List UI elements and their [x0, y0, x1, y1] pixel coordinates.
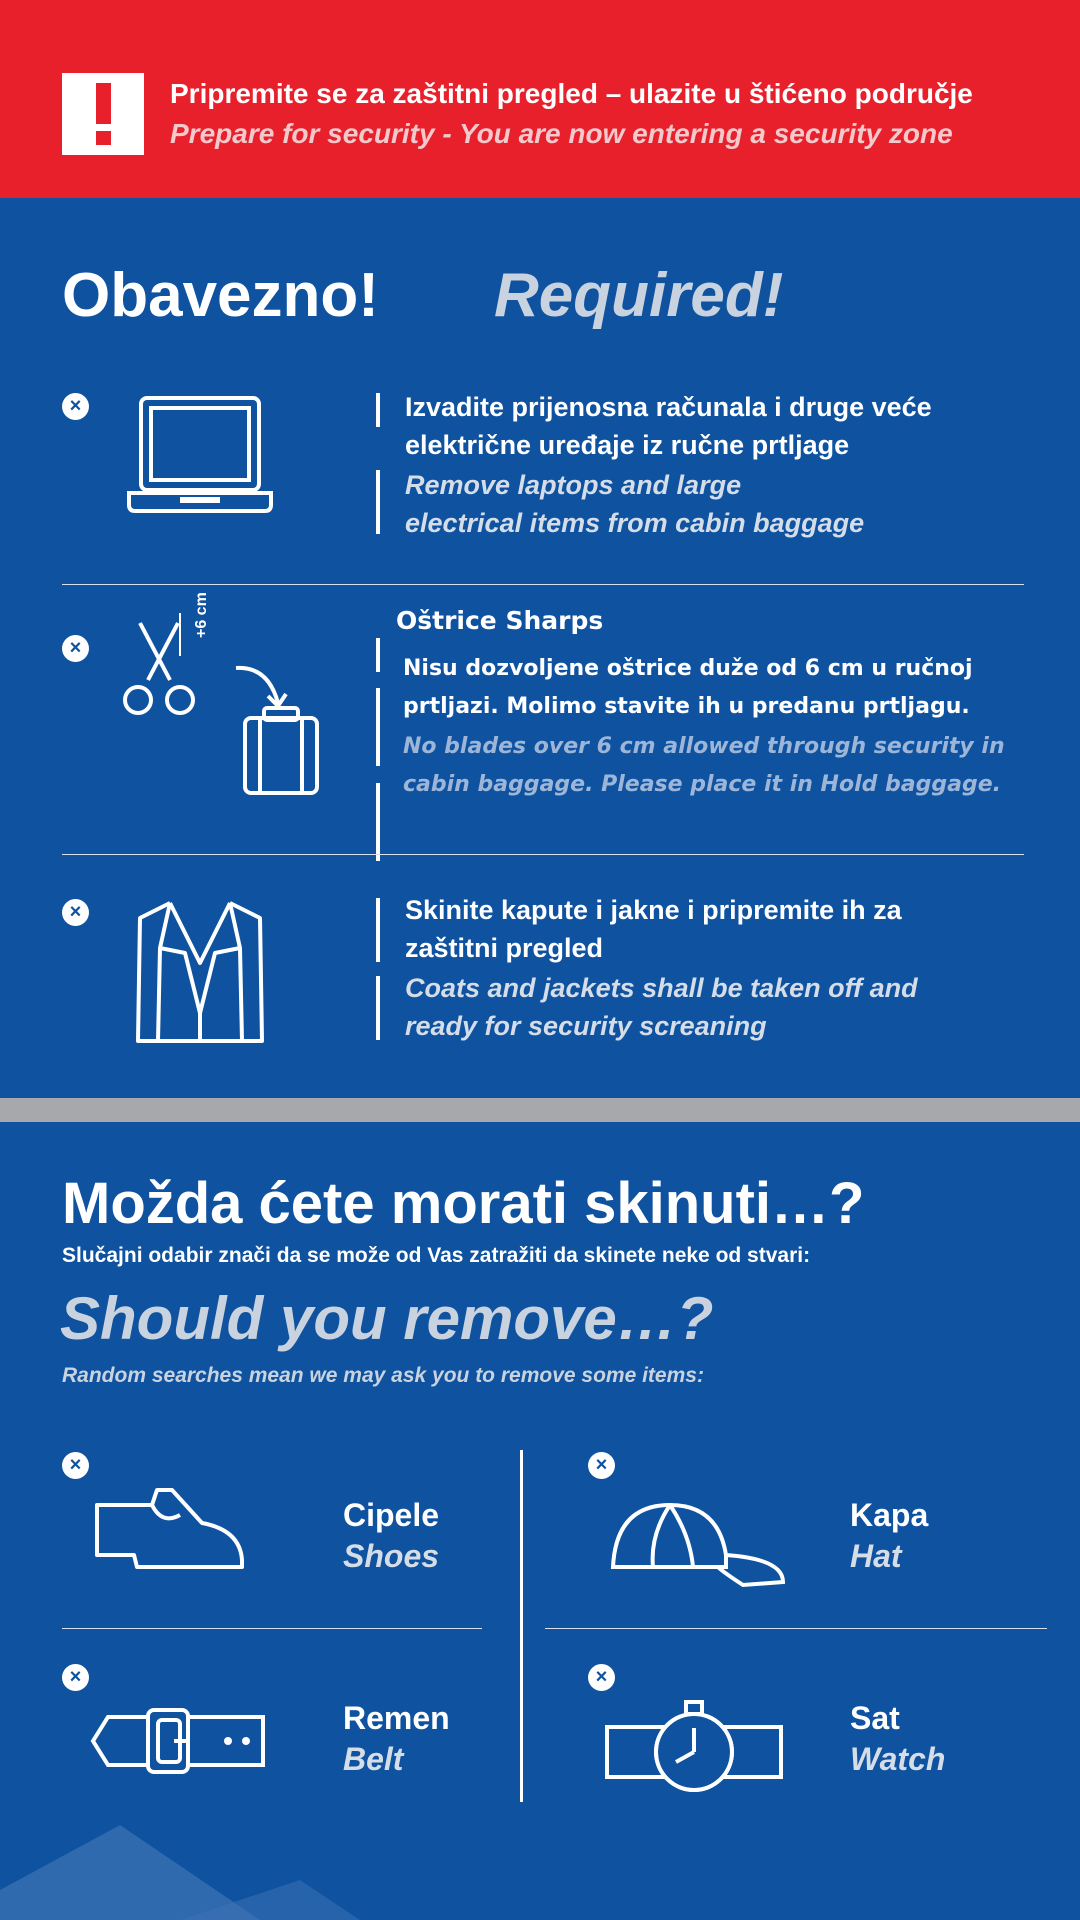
scissors-suitcase-icon	[118, 608, 328, 808]
belt-icon	[88, 1707, 268, 1777]
decorative-shape	[0, 1810, 420, 1920]
hat-label-en: Hat	[850, 1538, 902, 1574]
watch-label-en: Watch	[850, 1741, 946, 1777]
x-mark-icon: ×	[62, 899, 89, 926]
laptop-text-hr-2: električne uređaje iz ručne prtljage	[405, 430, 850, 460]
shoes-label-en: Shoes	[343, 1538, 440, 1574]
text-bar	[376, 688, 380, 766]
x-mark-icon: ×	[62, 1664, 89, 1691]
text-bar	[376, 393, 380, 427]
banner-title-en: Prepare for security - You are now entering a security zone	[170, 118, 953, 149]
jacket-text-en-2: ready for security screaning	[405, 1011, 767, 1041]
jacket-icon	[130, 893, 270, 1048]
separator	[62, 854, 1024, 855]
required-heading-en: Required!	[494, 261, 784, 330]
section-divider	[0, 1098, 1080, 1122]
x-mark-icon: ×	[588, 1664, 615, 1691]
belt-label-hr: Remen	[343, 1700, 450, 1736]
text-bar	[376, 898, 380, 962]
jacket-text-hr-2: zaštitni pregled	[405, 933, 604, 963]
center-divider	[520, 1450, 523, 1802]
optional-heading-en: Should you remove…?	[60, 1285, 714, 1352]
cap-icon	[608, 1497, 788, 1597]
sharps-text-en-1: No blades over 6 cm allowed through security in	[403, 734, 1005, 759]
hat-label-hr: Kapa	[850, 1497, 929, 1533]
separator	[62, 584, 1024, 585]
required-heading-hr: Obavezno!	[62, 261, 379, 330]
jacket-text-hr-1: Skinite kapute i jakne i pripremite ih za	[405, 895, 902, 925]
size-label: +6 cm	[193, 592, 210, 638]
sharps-title: Oštrice Sharps	[396, 606, 604, 635]
optional-sub-hr: Slučajni odabir znači da se može od Vas zatražiti da skinete neke od stvari:	[62, 1244, 811, 1267]
optional-section	[0, 1122, 1080, 1920]
laptop-text-en-2: electrical items from cabin baggage	[405, 508, 865, 538]
text-bar	[376, 783, 380, 861]
security-banner	[0, 0, 1080, 198]
shoes-label-hr: Cipele	[343, 1497, 440, 1533]
laptop-icon	[125, 393, 275, 523]
x-mark-icon: ×	[588, 1452, 615, 1479]
text-bar	[376, 976, 380, 1040]
sharps-text-en-2: cabin baggage. Please place it in Hold baggage.	[403, 772, 1001, 797]
belt-label-en: Belt	[343, 1741, 404, 1777]
required-section	[0, 198, 1080, 1098]
x-mark-icon: ×	[62, 635, 89, 662]
text-bar	[376, 470, 380, 534]
shoe-icon	[92, 1485, 247, 1575]
watch-label-hr: Sat	[850, 1700, 900, 1736]
watch-icon	[604, 1700, 784, 1795]
text-bar	[376, 638, 380, 672]
laptop-text-hr-1: Izvadite prijenosna računala i druge veće	[405, 392, 932, 422]
laptop-text-en-1: Remove laptops and large	[405, 470, 742, 500]
x-mark-icon: ×	[62, 1452, 89, 1479]
exclamation-icon	[62, 73, 144, 155]
separator	[62, 1628, 482, 1629]
sharps-text-hr-2: prtljazi. Molimo stavite ih u predanu prtljagu.	[403, 694, 970, 719]
banner-title-hr: Pripremite se za zaštitni pregled – ulazite u štićeno područje	[170, 78, 973, 109]
optional-heading-hr: Možda ćete morati skinuti…?	[62, 1171, 865, 1236]
jacket-text-en-1: Coats and jackets shall be taken off and	[405, 973, 918, 1003]
x-mark-icon: ×	[62, 393, 89, 420]
separator	[545, 1628, 1047, 1629]
sharps-text-hr-1: Nisu dozvoljene oštrice duže od 6 cm u ručnoj	[403, 656, 973, 681]
optional-sub-en: Random searches mean we may ask you to remove some items:	[62, 1364, 704, 1387]
